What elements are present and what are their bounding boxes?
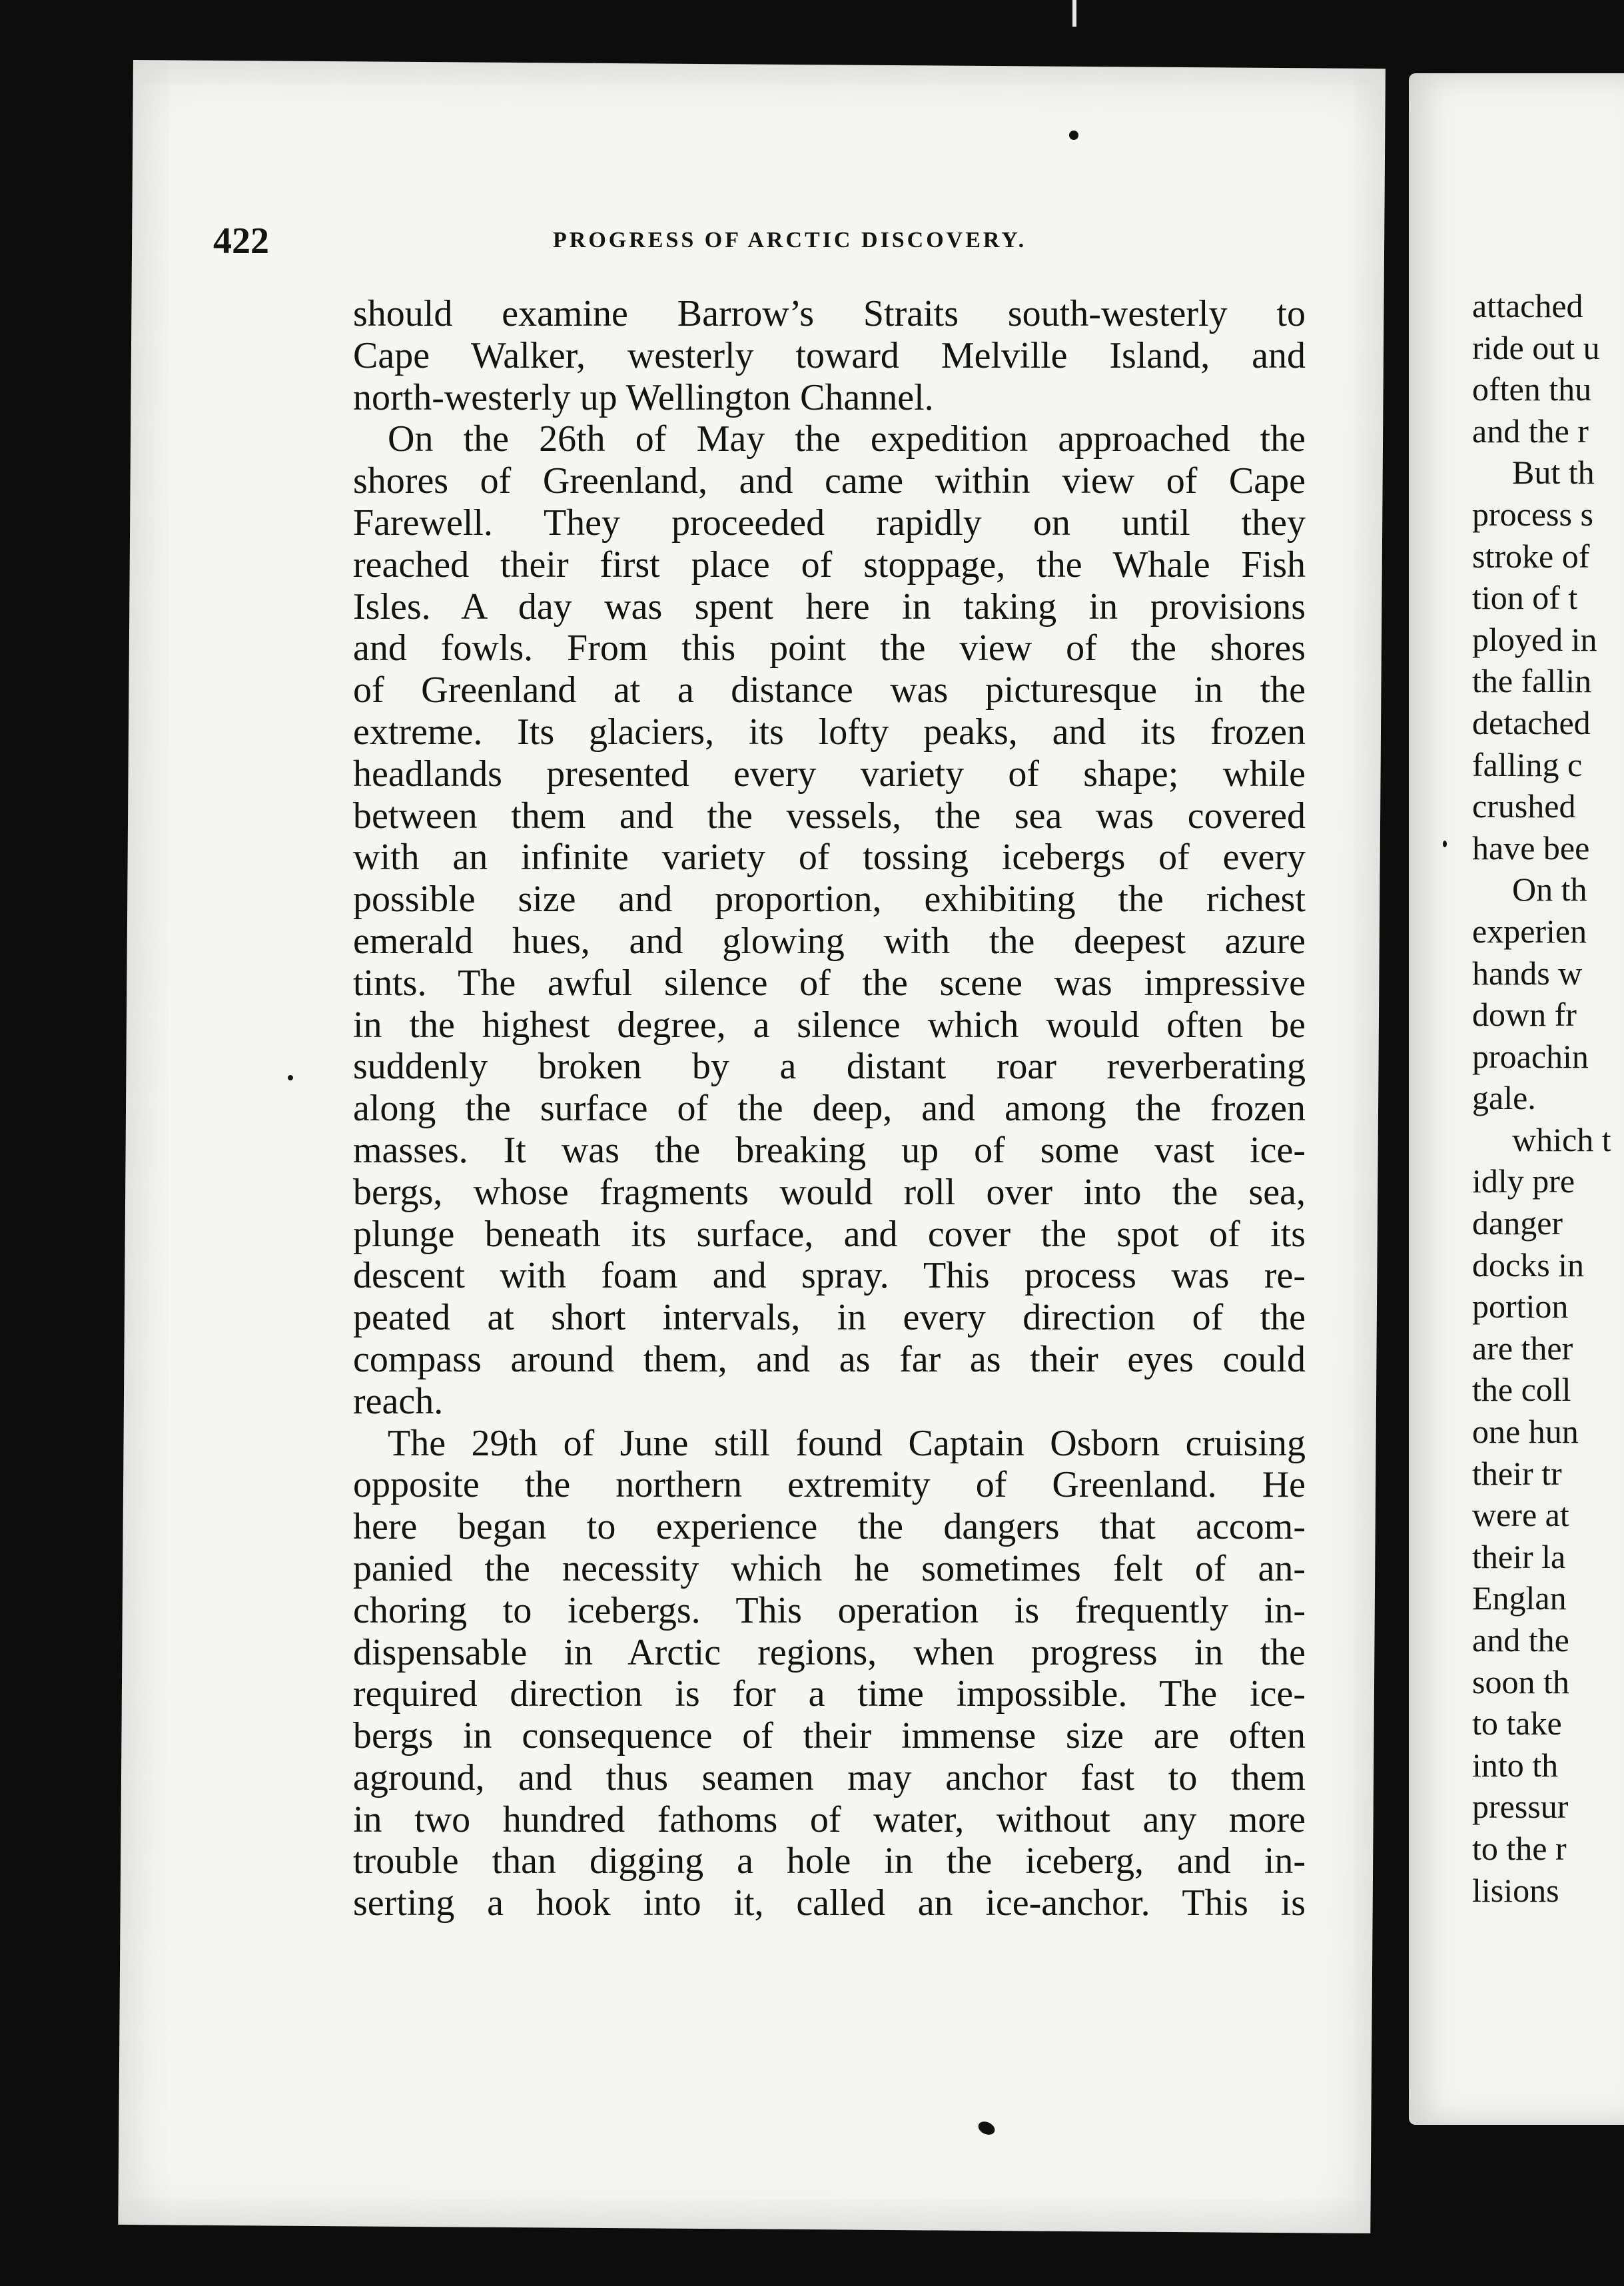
text-line: the coll — [1472, 1371, 1571, 1409]
text-line: extreme. Its glaciers, its lofty peaks, and its frozen — [353, 711, 1306, 753]
text-line: have bee — [1472, 829, 1590, 867]
text-line: pressur — [1472, 1788, 1569, 1826]
text-line: here began to experience the dangers that accom- — [353, 1506, 1306, 1548]
text-line: down fr — [1472, 996, 1577, 1034]
text-line: which t — [1512, 1120, 1611, 1158]
text-line: But th — [1512, 454, 1595, 492]
text-line: reach. — [353, 1380, 444, 1422]
text-line: ployed in — [1472, 620, 1597, 658]
body-text-right-clipped — [1472, 285, 1624, 1911]
text-line: reached their first place of stoppage, the Whale Fish — [353, 544, 1306, 585]
text-line: suddenly broken by a distant roar reverberating — [353, 1046, 1306, 1088]
text-line: are ther — [1472, 1329, 1573, 1367]
text-line: Isles. A day was spent here in taking in provisions — [353, 585, 1306, 627]
text-line: The 29th of June still found Captain Osborn cruising — [388, 1422, 1306, 1464]
text-line: bergs, whose fragments would roll over into the sea, — [353, 1171, 1306, 1213]
text-line: gale. — [1472, 1079, 1536, 1117]
text-line: and the — [1472, 1621, 1569, 1659]
text-line: On th — [1512, 871, 1587, 909]
text-line: tints. The awful silence of the scene was impressive — [353, 962, 1306, 1004]
text-line: choring to icebergs. This operation is frequently in- — [353, 1589, 1306, 1631]
ink-speck — [288, 1075, 293, 1080]
text-line: shores of Greenland, and came within view of Cape — [353, 460, 1306, 502]
text-line: to take — [1472, 1705, 1562, 1742]
text-line: to the r — [1472, 1829, 1567, 1867]
text-line: attached — [1472, 287, 1583, 324]
text-line: were at — [1472, 1496, 1569, 1534]
text-line: along the surface of the deep, and among the frozen — [353, 1088, 1306, 1130]
text-line: emerald hues, and glowing with the deepest azure — [353, 920, 1306, 962]
text-line: the fallin — [1472, 662, 1592, 700]
text-line: and the r — [1472, 412, 1589, 450]
text-line: process s — [1472, 495, 1593, 533]
text-line: north-westerly up Wellington Channel. — [353, 376, 934, 418]
text-line: hands w — [1472, 954, 1583, 992]
text-line: of Greenland at a distance was picturesque in the — [353, 669, 1306, 711]
text-line: often thu — [1472, 370, 1592, 408]
text-line: Cape Walker, westerly toward Melville Island, and — [353, 334, 1306, 376]
text-line: dispensable in Arctic regions, when progress in the — [353, 1631, 1306, 1673]
ink-speck — [1443, 841, 1447, 847]
text-line: in two hundred fathoms of water, without any more — [353, 1798, 1306, 1840]
text-line: Farewell. They proceeded rapidly on until they — [353, 502, 1306, 544]
text-line: panied the necessity which he sometimes felt of an- — [353, 1547, 1306, 1589]
text-line: portion — [1472, 1288, 1569, 1326]
text-line: crushed — [1472, 787, 1576, 825]
text-line: in the highest degree, a silence which would often be — [353, 1004, 1306, 1046]
text-line: possible size and proportion, exhibiting the richest — [353, 879, 1306, 921]
text-line: with an infinite variety of tossing icebergs of every — [353, 837, 1306, 879]
text-line: headlands presented every variety of shape; while — [353, 753, 1306, 795]
text-line: docks in — [1472, 1246, 1585, 1284]
text-line: lisions — [1472, 1871, 1559, 1909]
text-line: experien — [1472, 912, 1587, 950]
text-line: stroke of — [1472, 537, 1590, 575]
text-line: peated at short intervals, in every direction of the — [353, 1297, 1306, 1339]
text-line: tion of t — [1472, 579, 1578, 617]
text-line: between them and the vessels, the sea was covered — [353, 795, 1306, 837]
page-number: 422 — [213, 220, 269, 262]
text-line: trouble than digging a hole in the iceberg, and in- — [353, 1840, 1306, 1882]
text-line: descent with foam and spray. This process was re- — [353, 1255, 1306, 1297]
text-line: ride out u — [1472, 328, 1600, 366]
text-line: their la — [1472, 1537, 1566, 1575]
text-line: Englan — [1472, 1579, 1567, 1617]
text-line: bergs in consequence of their immense size are often — [353, 1715, 1306, 1757]
text-line: aground, and thus seamen may anchor fast to them — [353, 1756, 1306, 1798]
text-line: danger — [1472, 1204, 1563, 1242]
text-line: their tr — [1472, 1454, 1562, 1492]
text-line: plunge beneath its surface, and cover the spot of its — [353, 1213, 1306, 1255]
body-text-left — [353, 293, 1306, 1924]
text-line: one hun — [1472, 1413, 1579, 1451]
text-line: should examine Barrow’s Straits south-westerly to — [353, 293, 1306, 334]
text-line: proachin — [1472, 1037, 1589, 1075]
text-line: required direction is for a time impossible. The ice- — [353, 1673, 1306, 1715]
running-head-title: PROGRESS OF ARCTIC DISCOVERY. — [553, 228, 1027, 252]
running-head — [213, 220, 1346, 260]
text-line: compass around them, and as far as their eyes could — [353, 1338, 1306, 1380]
ink-speck — [1069, 131, 1078, 140]
text-line: opposite the northern extremity of Greenland. He — [353, 1464, 1306, 1506]
text-line: soon th — [1472, 1663, 1569, 1701]
text-line: detached — [1472, 703, 1591, 741]
text-line: falling c — [1472, 745, 1583, 783]
text-line: On the 26th of May the expedition approached the — [388, 418, 1306, 460]
text-line: into th — [1472, 1746, 1559, 1784]
text-line: masses. It was the breaking up of some vast ice- — [353, 1129, 1306, 1171]
text-line: serting a hook into it, called an ice-anchor. This is — [353, 1882, 1306, 1924]
text-line: and fowls. From this point the view of the shores — [353, 627, 1306, 669]
text-line: idly pre — [1472, 1162, 1575, 1200]
scanner-edge-mark — [1072, 0, 1076, 27]
